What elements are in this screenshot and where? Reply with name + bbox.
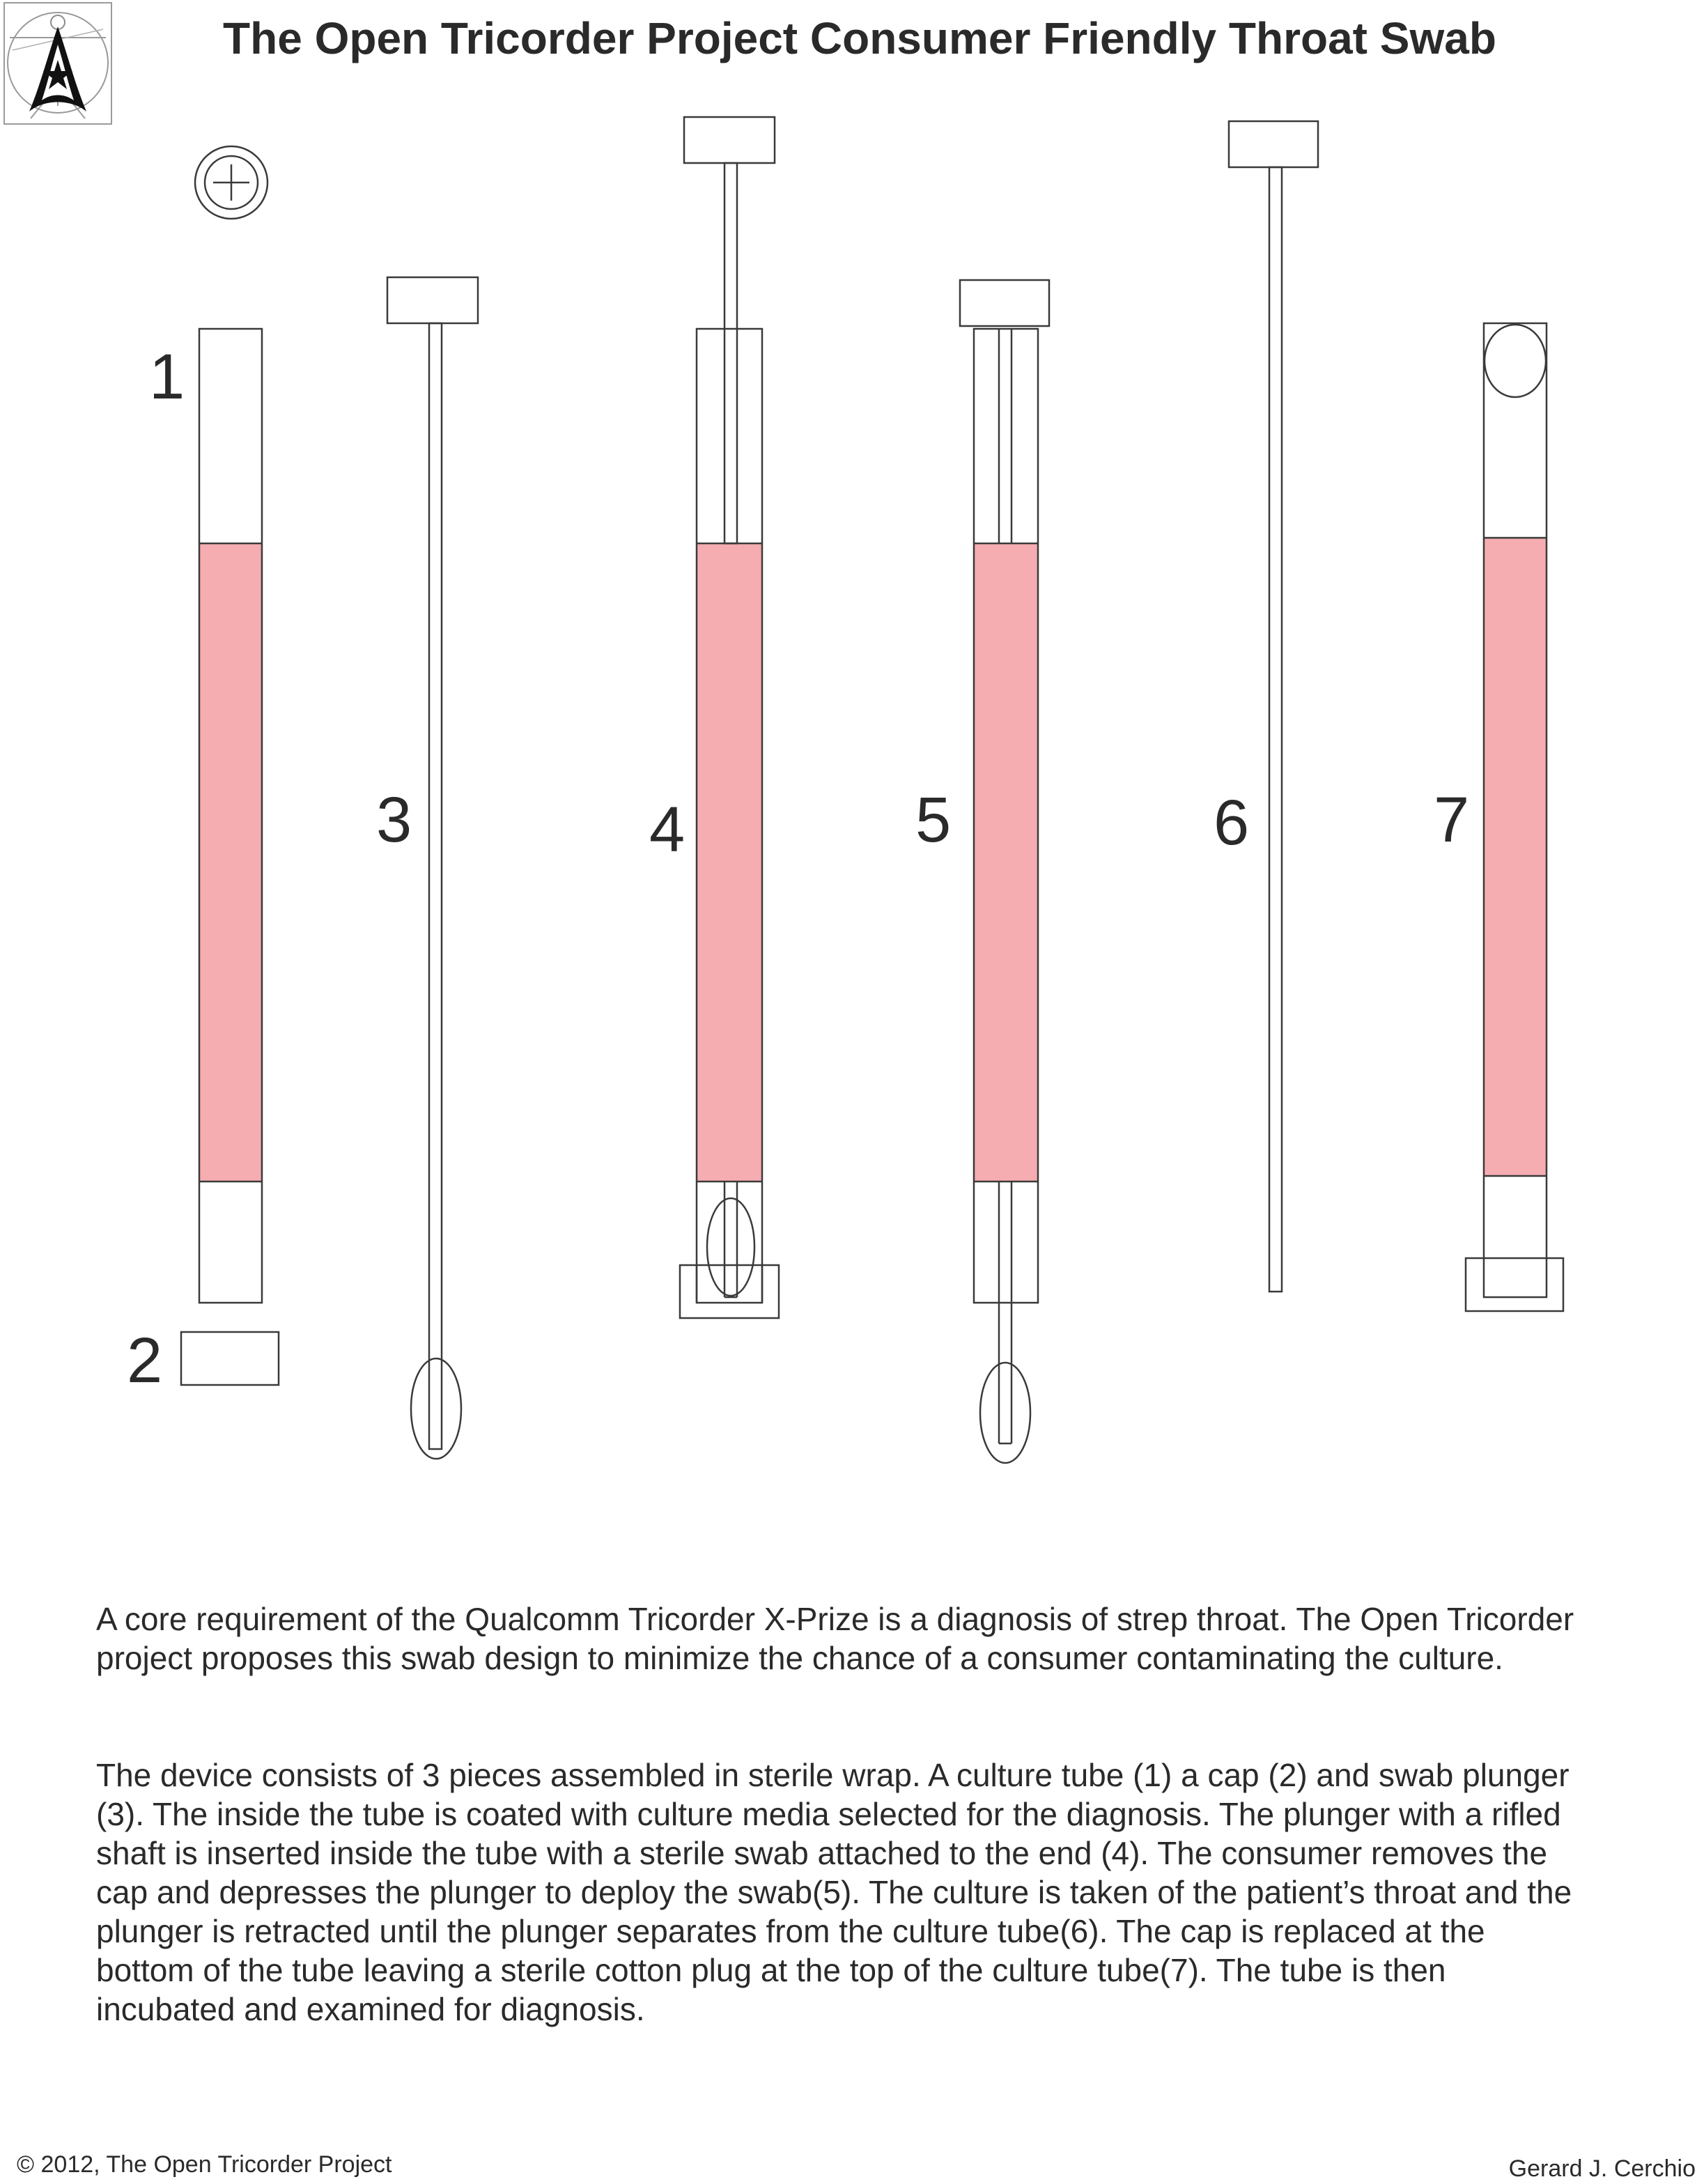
copyright-notice: © 2012, The Open Tricorder Project <box>17 2151 392 2178</box>
step-label-2: 2 <box>127 1325 163 1396</box>
assembled-device-4 <box>680 117 779 1318</box>
author-credit: Gerard J. Cerchio <box>1508 2155 1696 2182</box>
step-label-1: 1 <box>149 341 185 412</box>
page-title: The Open Tricorder Project Consumer Friendly Throat Swab <box>223 13 1496 63</box>
culture-tube-1 <box>199 329 262 1303</box>
cap-top-view <box>195 146 268 219</box>
step-label-4: 4 <box>649 794 685 865</box>
cap-2 <box>181 1332 279 1385</box>
step-label-5: 5 <box>915 784 952 855</box>
separated-plunger-6 <box>1229 121 1318 1292</box>
swab-plunger-3 <box>387 277 478 1459</box>
description-paragraph-2: The device consists of 3 pieces assembled in sterile wrap. A culture tube (1) a cap (2) and swab plunger (3). The inside the tube is coated with culture media selected for the diagnosis. The plunger with a rifled shaft is inserted inside the tube with a sterile swab attached to the end (4). The consumer removes the cap and depresses the plunger to deploy the swab(5). The culture is taken of the patient’s throat and the plunger is retracted until the plunger separates from the culture tube(6). The cap is replaced at the bottom of the tube leaving a sterile cotton plug at the top of the culture tube(7). The tube is then incubated and examined for diagnosis. <box>96 1757 1572 2027</box>
step-label-3: 3 <box>376 784 412 855</box>
description-paragraph-1: A core requirement of the Qualcomm Tricorder X-Prize is a diagnosis of strep throat. The Open Tricorder project proposes this swab design to minimize the chance of a consumer contaminating the culture. <box>96 1601 1574 1676</box>
step-label-7: 7 <box>1434 784 1470 855</box>
sealed-tube-7 <box>1466 323 1563 1311</box>
step-label-6: 6 <box>1214 787 1250 858</box>
deployed-device-5 <box>960 280 1049 1463</box>
